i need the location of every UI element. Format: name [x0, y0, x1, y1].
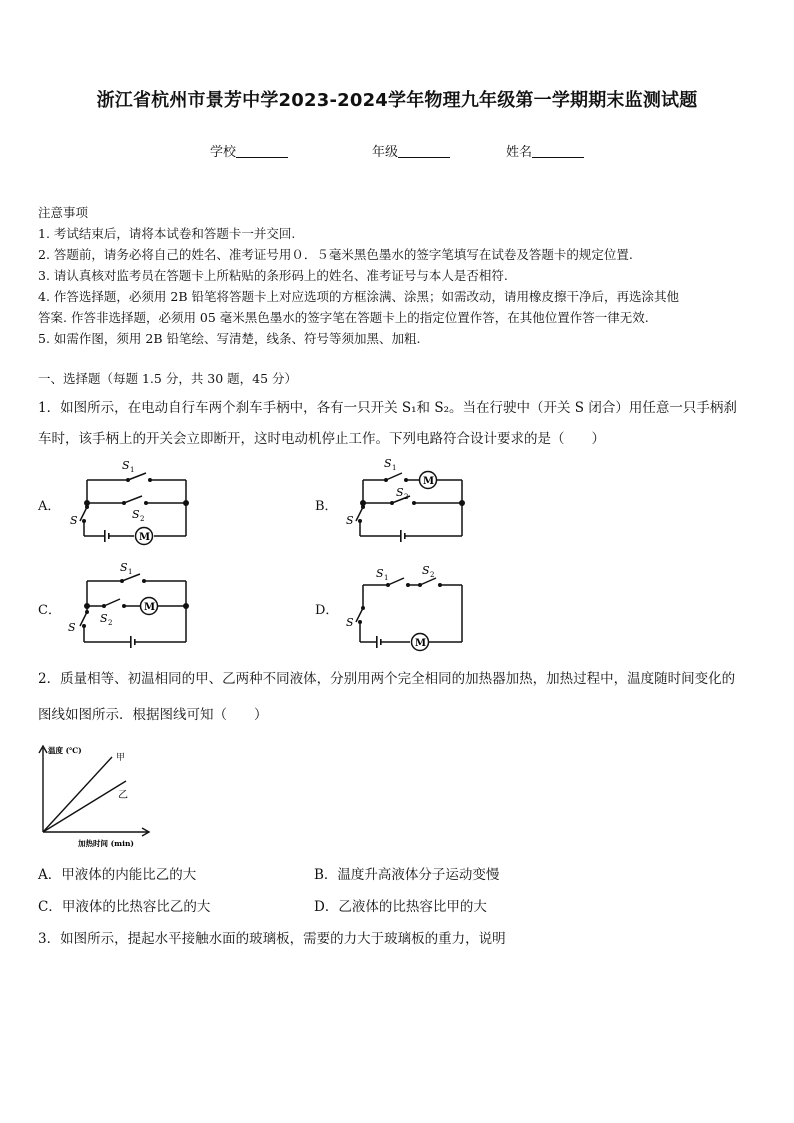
q1-option-c: C．: [38, 603, 61, 618]
grade-blank: [398, 145, 450, 158]
motor-symbol: M: [415, 638, 427, 649]
circuit-d-diagram: [336, 560, 476, 655]
switch-s-label: S: [346, 616, 354, 629]
q2-option-a: A．甲液体的内能比乙的大: [38, 867, 197, 883]
switch-s2-label: S: [132, 508, 140, 521]
school-field: [210, 141, 288, 160]
school-label: 学校: [210, 145, 237, 160]
name-blank: [532, 145, 584, 158]
q3-text-line1: 3．如图所示，提起水平接触水面的玻璃板，需要的力大于玻璃板的重力，说明: [38, 931, 506, 947]
q2-option-d: D．乙液体的比热容比甲的大: [314, 899, 487, 915]
switch-s-label: S: [68, 621, 76, 634]
note-item: 答案. 作答非选择题，必须用 05 毫米黑色墨水的签字笔在答题卡上的指定位置作答，在其他位置作答一律无效.: [38, 310, 649, 325]
circuit-a-diagram: [60, 455, 200, 550]
switch-s1-label: S: [376, 567, 384, 580]
x-axis-label: 加热时间 (min): [78, 839, 134, 848]
line-yi: [43, 781, 126, 832]
q1-option-a: A．: [38, 499, 61, 514]
switch-s1-subscript: 1: [384, 574, 389, 582]
motor-symbol: M: [423, 476, 435, 487]
label-yi: 乙: [118, 790, 128, 801]
note-item: 2. 答题前，请务必将自己的姓名、准考证号用０．５毫米黑色墨水的签字笔填写在试卷及答题卡的规定位置.: [38, 247, 633, 262]
q2-text-line2: 图线如图所示．根据图线可知（ ）: [38, 707, 268, 723]
note-item: 5. 如需作图，须用 2B 铅笔绘、写清楚，线条、符号等须加黑、加粗.: [38, 331, 421, 346]
switch-s1-label: S: [384, 457, 392, 470]
switch-s2-label: S: [396, 486, 404, 499]
switch-s1-subscript: 1: [128, 568, 133, 576]
switch-s1-label: S: [120, 561, 128, 574]
section-heading: 一、选择题（每题 1.5 分，共 30 题，45 分）: [38, 371, 298, 386]
q2-temperature-graph: [30, 738, 160, 853]
switch-s2-label: S: [422, 564, 430, 577]
circuit-c-diagram: [60, 560, 200, 655]
notes-heading: 注意事项: [38, 205, 89, 220]
school-blank: [236, 145, 288, 158]
grade-label: 年级: [372, 145, 399, 160]
y-axis-label: 温度 (℃): [48, 746, 82, 755]
switch-s-label: S: [346, 514, 354, 527]
q1-option-b: B．: [315, 499, 338, 514]
q2-option-c: C．甲液体的比热容比乙的大: [38, 899, 211, 915]
switch-s2-subscript: 2: [430, 571, 435, 579]
note-item: 3. 请认真核对监考员在答题卡上所粘贴的条形码上的姓名、准考证号与本人是否相符.: [38, 268, 508, 283]
q2-option-b: B．温度升高液体分子运动变慢: [314, 867, 500, 883]
name-label: 姓名: [506, 145, 533, 160]
switch-s1-subscript: 1: [130, 466, 135, 474]
line-jia: [43, 757, 112, 832]
q1-text-line2: 车时，该手柄上的开关会立即断开，这时电动机停止工作。下列电路符合设计要求的是（ ）: [38, 431, 605, 447]
switch-s-label: S: [70, 514, 78, 527]
circuit-b-diagram: [336, 455, 476, 550]
note-item: 1. 考试结束后，请将本试卷和答题卡一并交回.: [38, 226, 296, 241]
motor-symbol: M: [139, 532, 151, 543]
switch-s2-subscript: 2: [404, 493, 409, 501]
q2-text-line1: 2．质量相等、初温相同的甲、乙两种不同液体，分别用两个完全相同的加热器加热，加热过程中，温度随时间变化的: [38, 671, 736, 687]
exam-title: 浙江省杭州市景芳中学2023-2024学年物理九年级第一学期期末监测试题: [96, 90, 698, 111]
note-item: 4. 作答选择题，必须用 2B 铅笔将答题卡上对应选项的方框涂满、涂黑；如需改动，请用橡皮擦干净后，再选涂其他: [38, 289, 679, 304]
name-field: [506, 141, 584, 160]
switch-s2-subscript: 2: [108, 619, 113, 627]
label-jia: 甲: [116, 753, 126, 763]
motor-symbol: M: [144, 602, 156, 613]
switch-s2-subscript: 2: [140, 515, 145, 523]
grade-field: [372, 141, 450, 160]
q1-option-d: D．: [315, 603, 339, 618]
switch-s2-label: S: [100, 612, 108, 625]
switch-s1-subscript: 1: [392, 464, 397, 472]
switch-s1-label: S: [122, 459, 130, 472]
q1-text-line1: 1．如图所示，在电动自行车两个刹车手柄中，各有一只开关 S₁和 S₂。当在行驶中（开关 S 闭合）用任意一只手柄刹: [38, 400, 737, 416]
